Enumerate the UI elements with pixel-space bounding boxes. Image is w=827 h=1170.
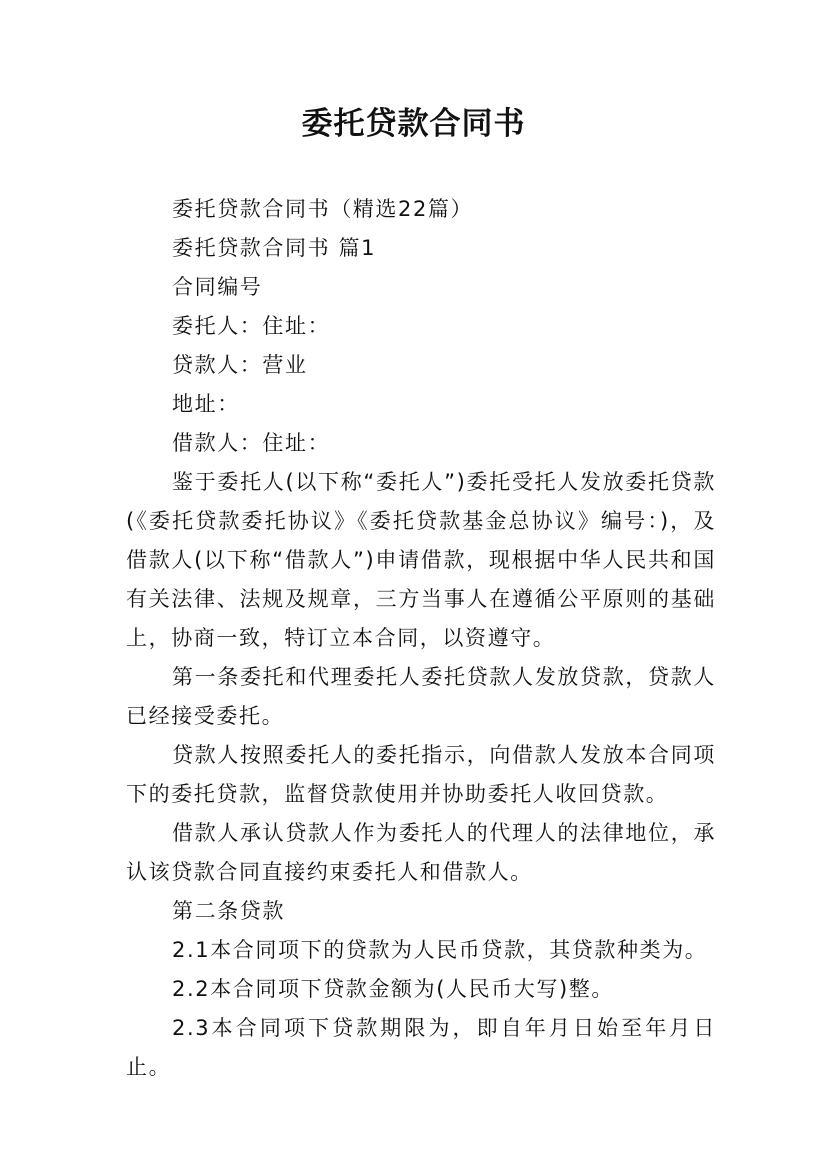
paragraph-clause-2-3: 2.3本合同项下贷款期限为，即自年月日始至年月日止。 — [126, 1016, 716, 1079]
document-body — [126, 190, 716, 1087]
paragraph-article-2: 第二条贷款 — [172, 899, 285, 923]
paragraph-clause-2-2: 2.2本合同项下贷款金额为(人民币大写)整。 — [172, 977, 614, 1001]
paragraph-collection-heading: 委托贷款合同书（精选22篇） — [172, 197, 474, 221]
paragraph-lender: 贷款人：营业 — [172, 353, 308, 377]
paragraph-article-1: 第一条委托和代理委托人委托贷款人发放贷款，贷款人已经接受委托。 — [126, 665, 716, 728]
paragraph-address: 地址： — [172, 392, 240, 416]
paragraph-preamble: 鉴于委托人(以下称“委托人”)委托受托人发放委托贷款(《委托贷款委托协议》《委托贷款基金总协议》编号：)，及借款人(以下称“借款人”)申请借款，现根据中华人民共和国有关法律、法规及规章，三方当事人在遵循公平原则的基础上，协商一致，特订立本合同，以资遵守。 — [126, 470, 716, 650]
paragraph-article-1-acknowledgement: 借款人承认贷款人作为委托人的代理人的法律地位，承认该贷款合同直接约束委托人和借款人。 — [126, 821, 716, 884]
paragraph-clause-2-1: 2.1本合同项下的贷款为人民币贷款，其贷款种类为。 — [172, 938, 708, 962]
paragraph-article-1-duties: 贷款人按照委托人的委托指示，向借款人发放本合同项下的委托贷款，监督贷款使用并协助委托人收回贷款。 — [126, 743, 716, 806]
paragraph-section-heading: 委托贷款合同书 篇1 — [172, 236, 377, 260]
document-title: 委托贷款合同书 — [301, 106, 526, 142]
paragraph-principal: 委托人：住址： — [172, 314, 331, 338]
paragraph-contract-number: 合同编号 — [172, 275, 263, 299]
paragraph-borrower: 借款人：住址： — [172, 431, 331, 455]
